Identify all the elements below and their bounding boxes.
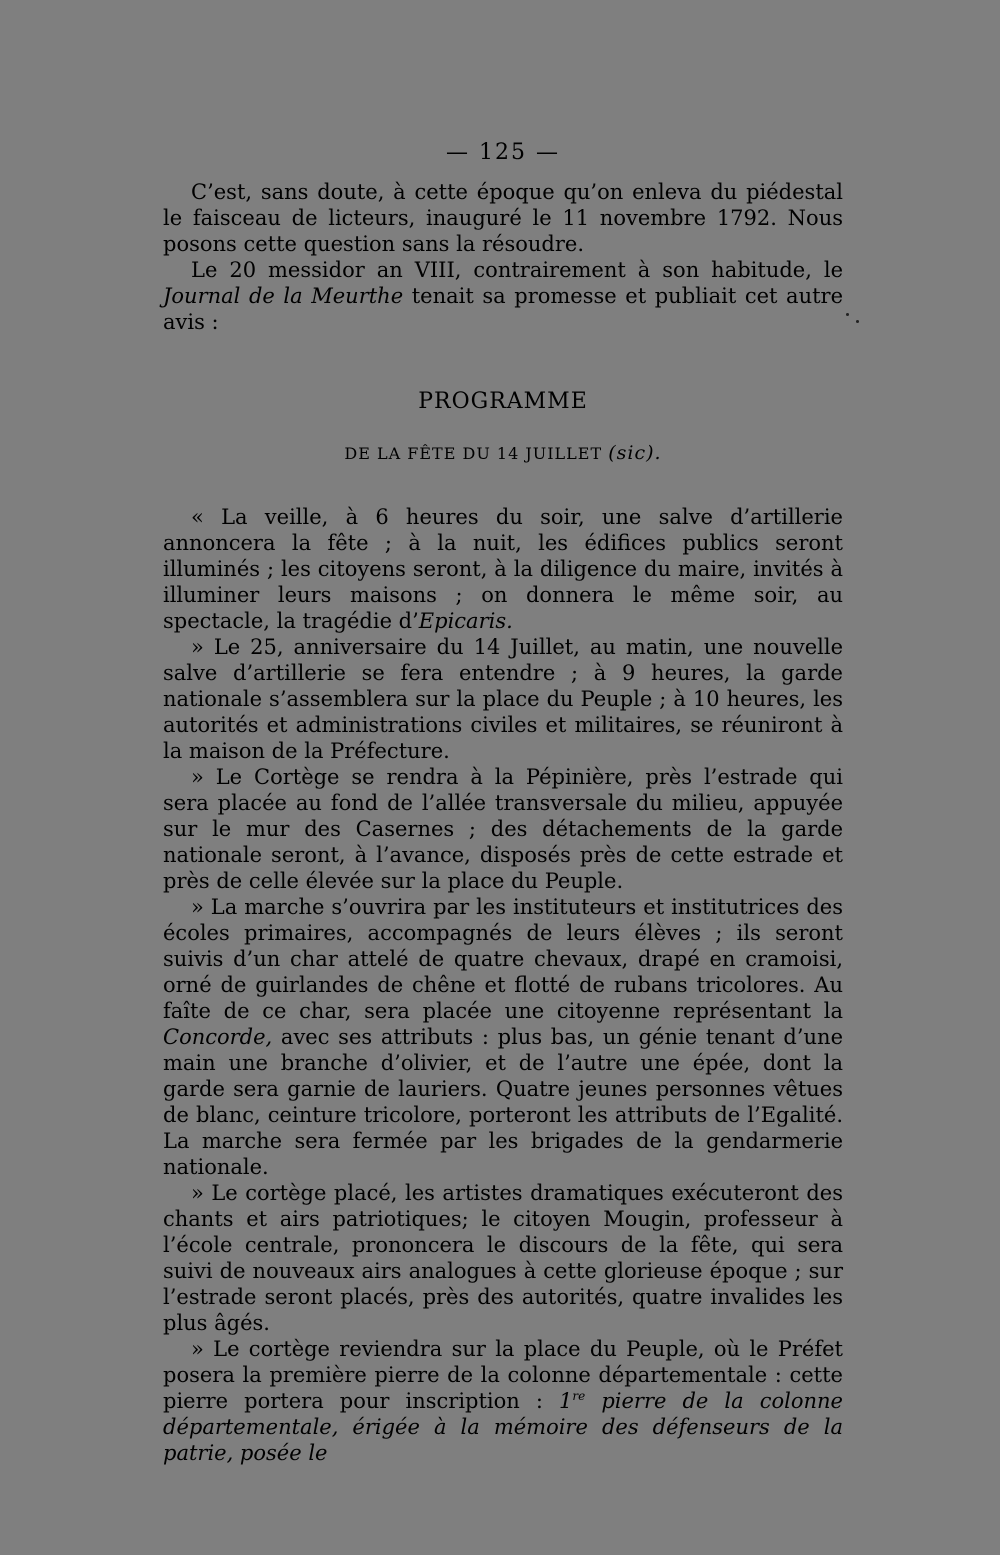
intro-paragraph-2 [163,257,843,335]
concorde-italic: Concorde, [163,1025,273,1049]
program-subheading-text: DE LA FÊTE DU 14 JUILLET [344,444,609,463]
epicaris-title: Epicaris. [418,609,513,633]
program-paragraph-4-end: avec ses attributs : plus bas, un génie tenant d’une main une branche d’olivier, et de l’autre une épée, dont la garde sera garnie de lauriers. Quatre jeunes personnes vêtues de blanc, ceinture tricolore, porteront les attributs de l’Egalité. La marche sera fermée par les brigades de la gendarmerie nationale. [163,1025,843,1179]
program-paragraph-6-start: » Le cortège reviendra sur la place du Peuple, où le Préfet posera la première pierre de la colonne départementale : cette pierre portera pour inscription : [163,1337,843,1413]
program-paragraph-4 [163,894,843,1180]
intro-paragraph-1: C’est, sans doute, à cette époque qu’on enleva du piédestal le faisceau de licteurs, inauguré le 11 novembre 1792. Nous posons cette question sans la résoudre. [163,180,843,256]
sic-note: (sic). [608,442,662,464]
inscription-text: pierre de la colonne départementale, érigée à la mémoire des défenseurs de la patrie, posée le [163,1389,843,1465]
intro-paragraph-2-start: Le 20 messidor an VIII, contrairement à son habitude, le [191,258,843,282]
margin-speck-1 [846,313,849,316]
program-heading: PROGRAMME [418,389,588,414]
page-number: — 125 — [446,140,560,165]
program-paragraph-4-start: » La marche s’ouvrira par les instituteurs et institutrices des écoles primaires, accompagnés de leurs élèves ; ils seront suivis d’un char attelé de quatre chevaux, drapé en cramoisi, orné de guirlandes de chêne et flotté de rubans tricolores. Au faîte de ce char, sera placée une citoyenne représentant la [163,895,843,1023]
margin-speck-2 [856,320,859,323]
program-paragraph-5: » Le cortège placé, les artistes dramatiques exécuteront des chants et airs patriotiques; le citoyen Mougin, professeur à l’école centrale, prononcera le discours de la fête, qui sera suivi de nouveaux airs analogues à cette glorieuse époque ; sur l’estrade seront placés, près des autorités, quatre invalides les plus âgés. [163,1181,843,1335]
intro-paragraph-2-end: tenait sa promesse et publiait cet autre avis : [163,284,843,334]
program-paragraph-1 [163,504,843,634]
program-paragraph-2: » Le 25, anniversaire du 14 Juillet, au matin, une nouvelle salve d’artillerie se fera entendre ; à 9 heures, la garde nationale s’assemblera sur la place du Peuple ; à 10 heures, les autorités et administrations civiles et militaires, se réuniront à la maison de la Préfecture. [163,635,843,763]
inscription-number: 1 [559,1389,573,1413]
program-paragraph-6 [163,1336,843,1466]
program-paragraph-3: » Le Cortège se rendra à la Pépinière, près l’estrade qui sera placée au fond de l’allée transversale du milieu, appuyée sur le mur des Casernes ; des détachements de la garde nationale seront, à l’avance, disposés près de cette estrade et près de celle élevée sur la place du Peuple. [163,765,843,893]
document-page [163,140,843,1466]
program-paragraph-1-text: « La veille, à 6 heures du soir, une salve d’artillerie annoncera la fête ; à la nuit, les édifices publics seront illuminés ; les citoyens seront, à la diligence du maire, invités à illuminer leurs maisons ; on donnera le même soir, au spectacle, la tragédie d’ [163,505,843,633]
inscription-superscript: re [572,1389,586,1403]
program-subheading [163,442,843,464]
journal-title: Journal de la Meurthe [163,284,404,308]
